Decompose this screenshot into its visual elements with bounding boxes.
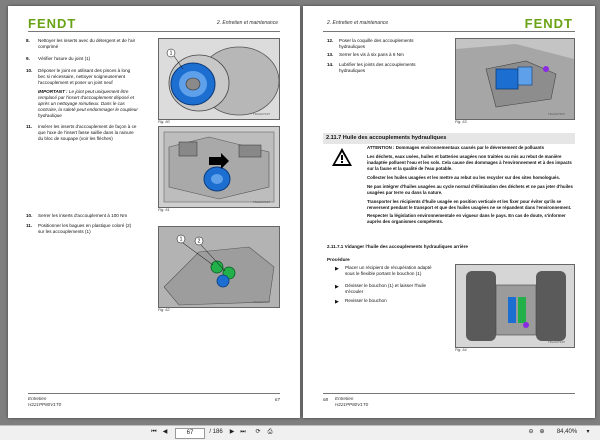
valve-block-illustration (159, 127, 279, 207)
callout-1: 1 (169, 50, 173, 57)
zoom-out-icon[interactable]: ⊖ (528, 429, 534, 435)
subsection-title: 2.11.7.1 Vidanger l'huile des accouplements hydrauliques arrière (327, 244, 468, 249)
fig-63-code: TRL21073/07 (548, 112, 565, 116)
figure-62 (158, 226, 280, 308)
page-total: / 186 (209, 429, 223, 435)
procedure-label: Procédure (327, 257, 350, 262)
figure-60 (158, 38, 280, 120)
coupling-illustration (159, 39, 279, 119)
fig-64-caption: Fig. 64 (455, 348, 467, 352)
first-page-icon[interactable]: ⏮ (151, 429, 157, 435)
section-title: 2.11.7 Huile des accouplements hydrauliques (323, 133, 575, 144)
procedure-step-2: Dévisser le bouchon (1) et laisser l'huile s'écouler (345, 283, 427, 295)
environment-warning: ATTENTION : Dommages environnementaux causés par le déversement de polluants Les déchets, eaux usées, huiles et batteries usagées non traitées ou mis au rebut de manière inadaptée polluent l'eau et les sols. Cela cause des dommages à l'environnement et à des impacts sur la faune et la qualité de l'eau potable. Collecter les huiles usagées et les mettre au rebut ou les recycler sur des sites homologués. Ne pas intégrer d'huiles usagées au cycle normal d'élimination des déchets et ne pas jeter d'huiles usagées par terre ou dans la nature. Transporter les récipients d'huile usagée en position verticale et les fixer pour éviter qu'ils se renversent pendant le transport et que des huiles usagées ne se répandent dans l'environnement. Respecter la législation environnementale en vigueur dans le pays. En cas de doute, s'informer auprès des organismes compétents. (367, 145, 573, 225)
bullet-icon: ▶ (335, 299, 339, 305)
procedure-step-3: Revisser le bouchon (345, 298, 387, 303)
page-number: 67 (274, 396, 280, 402)
previous-page-icon[interactable]: ◀ (162, 429, 168, 435)
fendt-logo: FENDT (524, 16, 573, 31)
step-11b: 11. Positionner les bagues en plastique coloré (2) sur les accouplements (1) (26, 223, 132, 235)
page-number: 68 (323, 396, 329, 402)
callout-2: 2 (197, 238, 201, 245)
header-rule (323, 31, 575, 32)
print-icon[interactable]: ⎙ (267, 429, 273, 435)
coupler-shell-illustration (456, 39, 574, 119)
fig-64-code: TRL21073/07 (548, 340, 565, 344)
procedure-step-1: Placer un récipient de récupération adapté sous le flexible portant le bouchon (1) (345, 265, 432, 277)
zoom-in-icon[interactable]: ⊕ (539, 429, 545, 435)
important-note: IMPORTANT : Le joint peut uniquement être remplacé par l'insert d'accouplement déposé et après un nettoyage minutieux. Dans le cas contraire, la saleté peut endommager le coupleur hydraulique (38, 88, 138, 119)
fig-60-code: TRL21073/07 (253, 112, 270, 116)
fendt-logo: FENDT (28, 16, 77, 31)
step-10: 10. Déposer le joint en utilisant des pinces à long bec si nécessaire, nettoyer soigneusement l'accouplement et poser un joint neuf IMPORTANT : Le joint peut uniquement être remplacé par l'insert d'accouplement déposé et après un nettoyage minutieux. Dans le cas contraire, la saleté peut endommager le coupleur hydraulique (26, 68, 138, 119)
step-9: 9. Vérifier l'usure du joint (1) (26, 56, 91, 61)
zoom-dropdown-chevron-icon[interactable]: ▾ (586, 429, 590, 435)
header-rule (28, 31, 280, 32)
step-8: 8. Nettoyer les inserts avec du détergent et de l'air comprimé (26, 38, 136, 50)
fig-60-caption: Fig. 60 (158, 120, 170, 124)
page-number-input[interactable]: 67 (175, 428, 205, 439)
coupling-rings-illustration (159, 227, 279, 307)
last-page-icon[interactable]: ⏭ (240, 429, 246, 435)
step-14: 14. Lubrifier les joints des accouplements hydrauliques (327, 62, 416, 74)
page-header: 2. Entretien et maintenance (327, 20, 389, 26)
step-13: 13. Serrer les vis à six pans à 6 Nm (327, 52, 404, 57)
figure-63 (455, 38, 575, 120)
fig-61-caption: Fig. 61 (158, 208, 170, 212)
page-footer: Entretien H221PP80V1T0 68 (323, 393, 575, 408)
rear-couplings-illustration (456, 265, 574, 347)
rotate-icon[interactable]: ⟳ (255, 429, 261, 435)
warning-icon (331, 147, 353, 167)
fig-62-code: TRL21073/07 (253, 300, 270, 304)
figure-61 (158, 126, 280, 208)
callout-1: 1 (179, 236, 183, 243)
step-11: 11. Insérer les inserts d'accouplement de façon à ce que l'axe de l'insert fasse saillie dans la rainure du bloc de soupape (voir les flèches) (26, 124, 137, 142)
fig-61-code: TRL21073/07 (253, 200, 270, 204)
zoom-level[interactable]: 84,40% (556, 429, 578, 435)
page-68 (303, 6, 595, 418)
next-page-icon[interactable]: ▶ (229, 429, 235, 435)
bullet-icon: ▶ (335, 266, 339, 272)
step-12: 12. Poser la coquille des accouplements hydrauliques (327, 38, 414, 50)
page-67 (8, 6, 300, 418)
fig-63-caption: Fig. 63 (455, 120, 467, 124)
pdf-toolbar (0, 425, 600, 440)
figure-64 (455, 264, 575, 348)
fig-62-caption: Fig. 62 (158, 308, 170, 312)
step-10b: 10. Serrer les inserts d'accouplement à 100 Nm (26, 213, 128, 218)
bullet-icon: ▶ (335, 284, 339, 290)
page-header: 2. Entretien et maintenance (216, 20, 278, 26)
page-footer: Entretien H221PP80V1T0 67 (28, 393, 280, 408)
